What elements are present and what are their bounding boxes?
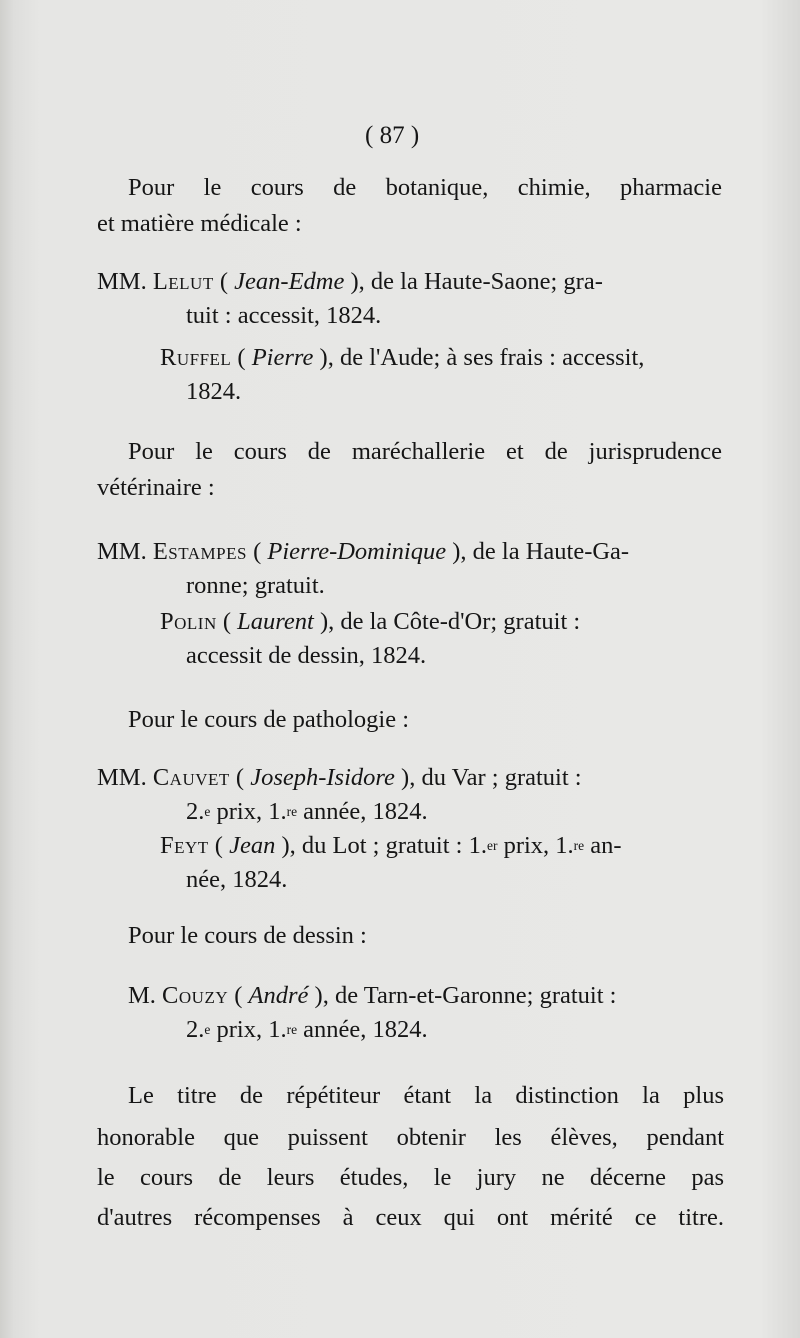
entry-line: Feyt ( Jean ), du Lot ; gratuit : 1.$^{er}$ prix, 1.$^{re}$ an- xyxy=(160,832,622,859)
student-given-name: Jean-Edme xyxy=(234,268,345,295)
paragraph-line: honorable que puissent obtenir les élèves, pendant xyxy=(97,1124,724,1151)
paragraph-line: le cours de leurs études, le jury ne décerne pas xyxy=(97,1164,724,1191)
entry-continuation: accessit de dessin, 1824. xyxy=(186,642,427,669)
section-heading: Pour le cours de pathologie : xyxy=(128,706,410,733)
student-given-name: Pierre-Dominique xyxy=(267,538,447,565)
student-given-name: André xyxy=(248,982,309,1009)
student-surname: Estampes xyxy=(152,538,247,565)
student-surname: Feyt xyxy=(160,832,209,859)
paragraph-line: Le titre de répétiteur étant la distinction la plus xyxy=(128,1082,724,1109)
section-heading: Pour le cours de maréchallerie et de jurisprudence xyxy=(128,438,722,465)
entry-line: MM. Lelut ( Jean-Edme ), de la Haute-Saone; gra- xyxy=(97,268,603,295)
honorific: MM. xyxy=(97,764,147,791)
entry-line: Polin ( Laurent ), de la Côte-d'Or; gratuit : xyxy=(160,608,581,635)
paragraph-line: d'autres récompenses à ceux qui ont mérité ce titre. xyxy=(97,1204,724,1231)
entry-continuation: ronne; gratuit. xyxy=(186,572,325,599)
entry-continuation: tuit : accessit, 1824. xyxy=(186,302,382,329)
entry-line: Ruffel ( Pierre ), de l'Aude; à ses frais : accessit, xyxy=(160,344,645,371)
student-given-name: Joseph-Isidore xyxy=(250,764,395,791)
entry-line: MM. Cauvet ( Joseph-Isidore ), du Var ; gratuit : xyxy=(97,764,582,791)
student-given-name: Jean xyxy=(229,832,276,859)
honorific: MM. xyxy=(97,538,147,565)
student-surname: Couzy xyxy=(162,982,229,1009)
honorific: MM. xyxy=(97,268,147,295)
student-surname: Ruffel xyxy=(160,344,232,371)
student-surname: Lelut xyxy=(152,268,214,295)
entry-continuation: 2.$^e$ prix, 1.$^{re}$ année, 1824. xyxy=(186,1016,428,1043)
student-given-name: Laurent xyxy=(237,608,314,635)
entry-continuation: 2.$^e$ prix, 1.$^{re}$ année, 1824. xyxy=(186,798,428,825)
student-surname: Cauvet xyxy=(152,764,230,791)
section-heading: Pour le cours de botanique, chimie, pharmacie xyxy=(128,174,722,201)
section-heading-continued: vétérinaire : xyxy=(97,474,215,501)
section-heading-continued: et matière médicale : xyxy=(97,210,302,237)
entry-continuation: née, 1824. xyxy=(186,866,288,893)
entry-line: M. Couzy ( André ), de Tarn-et-Garonne; gratuit : xyxy=(128,982,617,1009)
student-given-name: Pierre xyxy=(251,344,314,371)
student-surname: Polin xyxy=(160,608,217,635)
honorific: M. xyxy=(128,982,156,1009)
section-heading: Pour le cours de dessin : xyxy=(128,922,367,949)
entry-continuation: 1824. xyxy=(186,378,242,405)
page-number: ( 87 ) xyxy=(365,122,420,149)
entry-line: MM. Estampes ( Pierre-Dominique ), de la Haute-Ga- xyxy=(97,538,630,565)
